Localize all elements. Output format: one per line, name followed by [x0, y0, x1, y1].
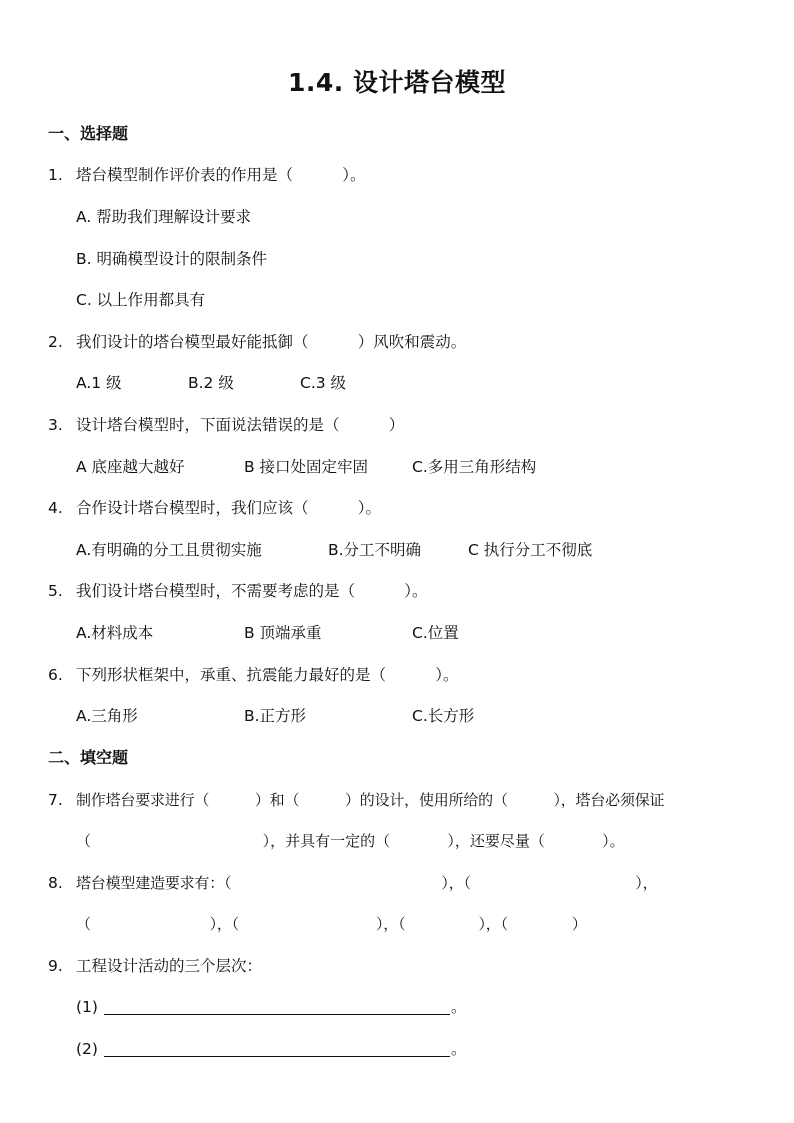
- question-number: 5.: [48, 582, 63, 600]
- question-number: 4.: [48, 499, 63, 517]
- option-a: A 底座越大越好: [76, 458, 185, 476]
- question-text: 我们设计的塔台模型最好能抵御（ ）风吹和震动。: [76, 333, 467, 351]
- option-b: B 顶端承重: [244, 624, 322, 642]
- question-number: 2.: [48, 333, 63, 351]
- question-text-line2: （ ），（ ），（ ），（ ）: [76, 915, 587, 933]
- question-text: 设计塔台模型时，下面说法错误的是（ ）: [76, 416, 405, 434]
- question-text: 下列形状框架中，承重、抗震能力最好的是（ ）。: [76, 666, 459, 684]
- question-text: 塔台模型制作评价表的作用是（ ）。: [76, 166, 366, 184]
- answer-line[interactable]: [104, 1014, 450, 1015]
- option-c: C.位置: [412, 624, 459, 642]
- question-number: 6.: [48, 666, 63, 684]
- question-number: 8.: [48, 874, 63, 892]
- section-heading-choice: 一、选择题: [48, 124, 129, 143]
- option-a: A.三角形: [76, 707, 138, 725]
- option-b: B.2 级: [188, 374, 234, 392]
- option-b: B.分工不明确: [328, 541, 422, 559]
- option-a: A. 帮助我们理解设计要求: [76, 208, 252, 226]
- question-text-line1: 制作塔台要求进行（ ）和（ ）的设计，使用所给的（ ），塔台必须保证: [76, 791, 665, 809]
- question-text: 合作设计塔台模型时，我们应该（ ）。: [76, 499, 382, 517]
- question-text-line1: 塔台模型建造要求有：（ ），（ ），: [76, 874, 658, 892]
- option-c: C. 以上作用都具有: [76, 291, 206, 309]
- option-a: A.1 级: [76, 374, 122, 392]
- question-number: 9.: [48, 957, 63, 975]
- option-c: C.3 级: [300, 374, 347, 392]
- question-number: 1.: [48, 166, 63, 184]
- option-b: B 接口处固定牢固: [244, 458, 369, 476]
- page-title: 1.4. 设计塔台模型: [288, 68, 506, 97]
- question-text-line2: （ ），并具有一定的（ ），还要尽量（ ）。: [76, 832, 625, 850]
- option-c: C.多用三角形结构: [412, 458, 537, 476]
- option-c: C 执行分工不彻底: [468, 541, 593, 559]
- answer-item-end: 。: [451, 998, 467, 1016]
- question-number: 3.: [48, 416, 63, 434]
- answer-item-label: (2): [76, 1040, 98, 1058]
- option-b: B. 明确模型设计的限制条件: [76, 250, 267, 268]
- question-number: 7.: [48, 791, 63, 809]
- option-c: C.长方形: [412, 707, 475, 725]
- answer-item-label: (1): [76, 998, 98, 1016]
- option-a: A.材料成本: [76, 624, 154, 642]
- answer-line[interactable]: [104, 1056, 450, 1057]
- section-heading-fill: 二、填空题: [48, 748, 129, 767]
- question-text: 工程设计活动的三个层次：: [76, 957, 263, 975]
- option-b: B.正方形: [244, 707, 307, 725]
- question-text: 我们设计塔台模型时，不需要考虑的是（ ）。: [76, 582, 428, 600]
- option-a: A.有明确的分工且贯彻实施: [76, 541, 262, 559]
- answer-item-end: 。: [451, 1040, 467, 1058]
